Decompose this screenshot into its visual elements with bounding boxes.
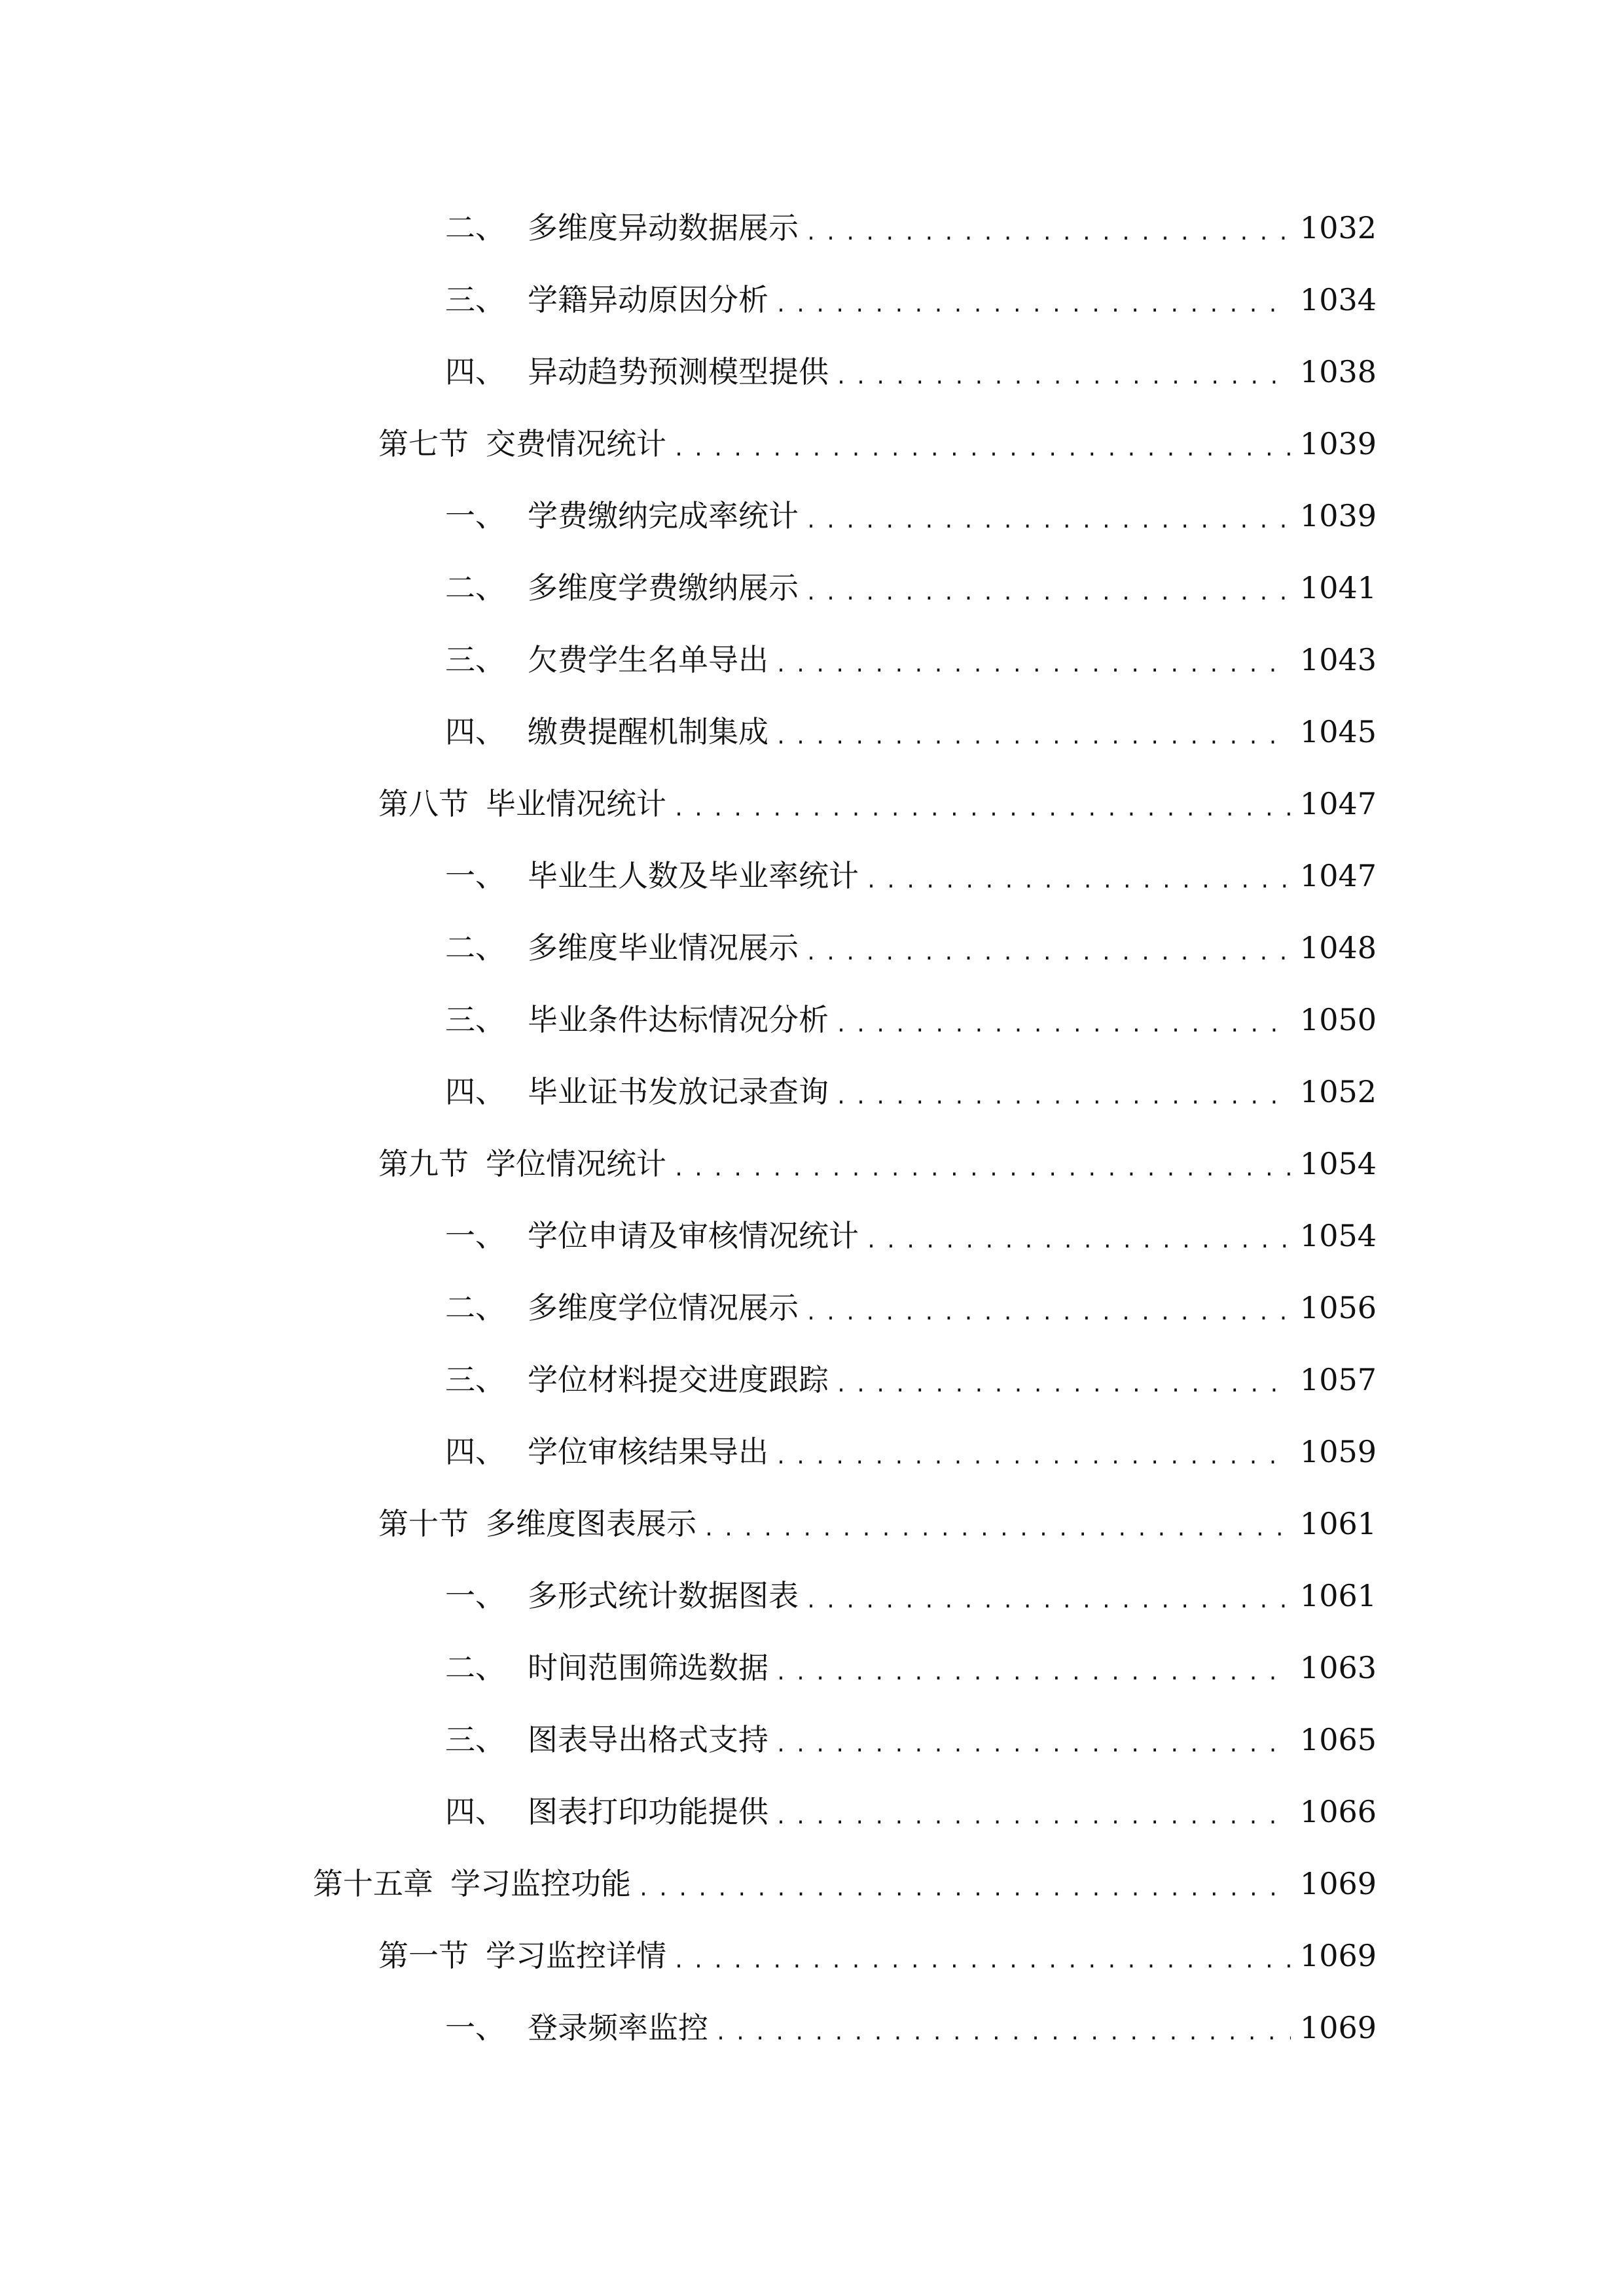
toc-entry-title: 学位情况统计 (486, 1146, 666, 1181)
toc-entry-number: 三、 (445, 282, 505, 317)
toc-entry-number: 一、 (445, 1218, 505, 1253)
toc-entry-title: 毕业生人数及毕业率统计 (528, 858, 859, 893)
toc-entry-number: 四、 (445, 1434, 505, 1469)
toc-entry-number: 一、 (445, 498, 505, 533)
dot-leader (805, 1292, 1291, 1323)
toc-entry-number: 一、 (445, 1578, 505, 1613)
dot-leader (775, 1436, 1291, 1467)
toc-entry[interactable] (378, 418, 1377, 470)
toc-entry-title: 学习监控功能 (450, 1866, 631, 1901)
toc-entry-title: 图表打印功能提供 (528, 1794, 768, 1829)
toc-entry[interactable] (445, 274, 1377, 326)
toc-entry-page: 1039 (1299, 498, 1377, 533)
toc-entry-number: 二、 (445, 1290, 505, 1325)
toc-entry[interactable] (445, 634, 1377, 686)
toc-entry-title: 学籍异动原因分析 (528, 282, 768, 317)
dot-leader (715, 2012, 1291, 2043)
toc-entry-number: 四、 (445, 1794, 505, 1829)
toc-entry-page: 1056 (1299, 1290, 1377, 1325)
toc-entry-number: 二、 (445, 930, 505, 965)
toc-entry-page: 1061 (1299, 1506, 1377, 1541)
toc-entry[interactable] (445, 202, 1377, 254)
toc-entry[interactable] (445, 490, 1377, 542)
toc-entry-number: 第八节 (378, 786, 469, 821)
toc-entry-page: 1032 (1299, 210, 1377, 245)
dot-leader (805, 500, 1291, 531)
dot-leader (805, 932, 1291, 963)
toc-entry[interactable] (445, 1641, 1377, 1694)
toc-entry-page: 1047 (1299, 786, 1377, 821)
toc-entry-page: 1048 (1299, 930, 1377, 965)
toc-entry-page: 1034 (1299, 282, 1377, 317)
dot-leader (703, 1508, 1291, 1539)
toc-entry-title: 学位申请及审核情况统计 (528, 1218, 859, 1253)
dot-leader (865, 1220, 1291, 1251)
toc-entry-number: 三、 (445, 1722, 505, 1757)
toc-entry-page: 1065 (1299, 1722, 1377, 1757)
toc-entry-number: 二、 (445, 570, 505, 605)
toc-entry-title: 多维度图表展示 (486, 1506, 696, 1541)
dot-leader (835, 1076, 1291, 1107)
toc-entry-title: 学费缴纳完成率统计 (528, 498, 799, 533)
dot-leader (775, 1724, 1291, 1755)
toc-entry-number: 一、 (445, 2010, 505, 2045)
toc-entry[interactable] (378, 778, 1377, 830)
toc-entry-page: 1047 (1299, 858, 1377, 893)
toc-entry[interactable] (445, 1354, 1377, 1406)
dot-leader (673, 428, 1291, 459)
toc-entry[interactable] (313, 1857, 1377, 1910)
toc-entry-number: 二、 (445, 210, 505, 245)
toc-entry-page: 1052 (1299, 1074, 1377, 1109)
toc-entry-number: 三、 (445, 642, 505, 677)
dot-leader (673, 788, 1291, 819)
toc-entry-page: 1069 (1299, 2010, 1377, 2045)
toc-entry[interactable] (378, 1498, 1377, 1550)
toc-entry[interactable] (445, 562, 1377, 614)
toc-entry-number: 二、 (445, 1650, 505, 1685)
toc-entry-page: 1045 (1299, 714, 1377, 749)
toc-entry[interactable] (445, 1785, 1377, 1838)
toc-entry-page: 1063 (1299, 1650, 1377, 1685)
dot-leader (805, 1580, 1291, 1611)
toc-entry-page: 1054 (1299, 1218, 1377, 1253)
dot-leader (775, 1796, 1291, 1827)
dot-leader (805, 572, 1291, 603)
toc-entry[interactable] (445, 922, 1377, 974)
toc-entry-title: 学习监控详情 (486, 1938, 666, 1973)
toc-entry-number: 第十节 (378, 1506, 469, 1541)
dot-leader (835, 1364, 1291, 1395)
toc-entry-title: 交费情况统计 (486, 426, 666, 461)
toc-entry-title: 多形式统计数据图表 (528, 1578, 799, 1613)
dot-leader (673, 1148, 1291, 1179)
toc-entry[interactable] (445, 1570, 1377, 1622)
toc-entry-number: 三、 (445, 1002, 505, 1037)
toc-entry[interactable] (378, 1138, 1377, 1190)
toc-entry-number: 四、 (445, 714, 505, 749)
toc-entry-title: 学位材料提交进度跟踪 (528, 1362, 829, 1397)
toc-entry-number: 第九节 (378, 1146, 469, 1181)
dot-leader (835, 1004, 1291, 1035)
toc-entry-page: 1038 (1299, 354, 1377, 389)
toc-entry-number: 三、 (445, 1362, 505, 1397)
toc-entry-title: 学位审核结果导出 (528, 1434, 768, 1469)
toc-entry-page: 1041 (1299, 570, 1377, 605)
toc-entry-title: 多维度学位情况展示 (528, 1290, 799, 1325)
dot-leader (775, 716, 1291, 747)
toc-entry-page: 1043 (1299, 642, 1377, 677)
toc-entry[interactable] (445, 1282, 1377, 1334)
toc-entry-number: 第七节 (378, 426, 469, 461)
toc-entry-page: 1050 (1299, 1002, 1377, 1037)
toc-entry-title: 缴费提醒机制集成 (528, 714, 768, 749)
toc-entry-number: 第一节 (378, 1938, 469, 1973)
toc-entry-page: 1066 (1299, 1794, 1377, 1829)
toc-entry-number: 第十五章 (313, 1866, 433, 1901)
toc-entry[interactable] (445, 1713, 1377, 1766)
toc-entry-title: 图表导出格式支持 (528, 1722, 768, 1757)
toc-entry-title: 多维度学费缴纳展示 (528, 570, 799, 605)
toc-entry[interactable] (445, 346, 1377, 398)
toc-entry-number: 一、 (445, 858, 505, 893)
dot-leader (865, 860, 1291, 891)
dot-leader (638, 1868, 1291, 1899)
dot-leader (835, 356, 1291, 387)
toc-entry-page: 1061 (1299, 1578, 1377, 1613)
toc-entry-title: 多维度毕业情况展示 (528, 930, 799, 965)
toc-entry[interactable] (378, 1929, 1377, 1982)
dot-leader (673, 1940, 1291, 1971)
toc-entry-title: 登录频率监控 (528, 2010, 708, 2045)
toc-entry[interactable] (445, 994, 1377, 1046)
toc-entry-title: 毕业情况统计 (486, 786, 666, 821)
toc-entry-title: 异动趋势预测模型提供 (528, 354, 829, 389)
toc-entry-number: 四、 (445, 354, 505, 389)
toc-entry-page: 1059 (1299, 1434, 1377, 1469)
dot-leader (775, 644, 1291, 675)
toc-entry-page: 1057 (1299, 1362, 1377, 1397)
toc-entry[interactable] (445, 1426, 1377, 1478)
toc-entry-page: 1054 (1299, 1146, 1377, 1181)
toc-entry-page: 1069 (1299, 1938, 1377, 1973)
toc-entry[interactable] (445, 706, 1377, 758)
toc-entry-title: 毕业证书发放记录查询 (528, 1074, 829, 1109)
toc-entry[interactable] (445, 1210, 1377, 1262)
toc-entry-number: 四、 (445, 1074, 505, 1109)
dot-leader (775, 1652, 1291, 1683)
toc-entry[interactable] (445, 2001, 1377, 2054)
toc-entry-page: 1069 (1299, 1866, 1377, 1901)
toc-entry-title: 毕业条件达标情况分析 (528, 1002, 829, 1037)
dot-leader (775, 284, 1291, 315)
toc-entry-title: 时间范围筛选数据 (528, 1650, 768, 1685)
toc-entry-title: 多维度异动数据展示 (528, 210, 799, 245)
toc-entry-page: 1039 (1299, 426, 1377, 461)
dot-leader (805, 212, 1291, 243)
toc-entry[interactable] (445, 850, 1377, 902)
toc-entry-title: 欠费学生名单导出 (528, 642, 768, 677)
toc-entry[interactable] (445, 1066, 1377, 1118)
